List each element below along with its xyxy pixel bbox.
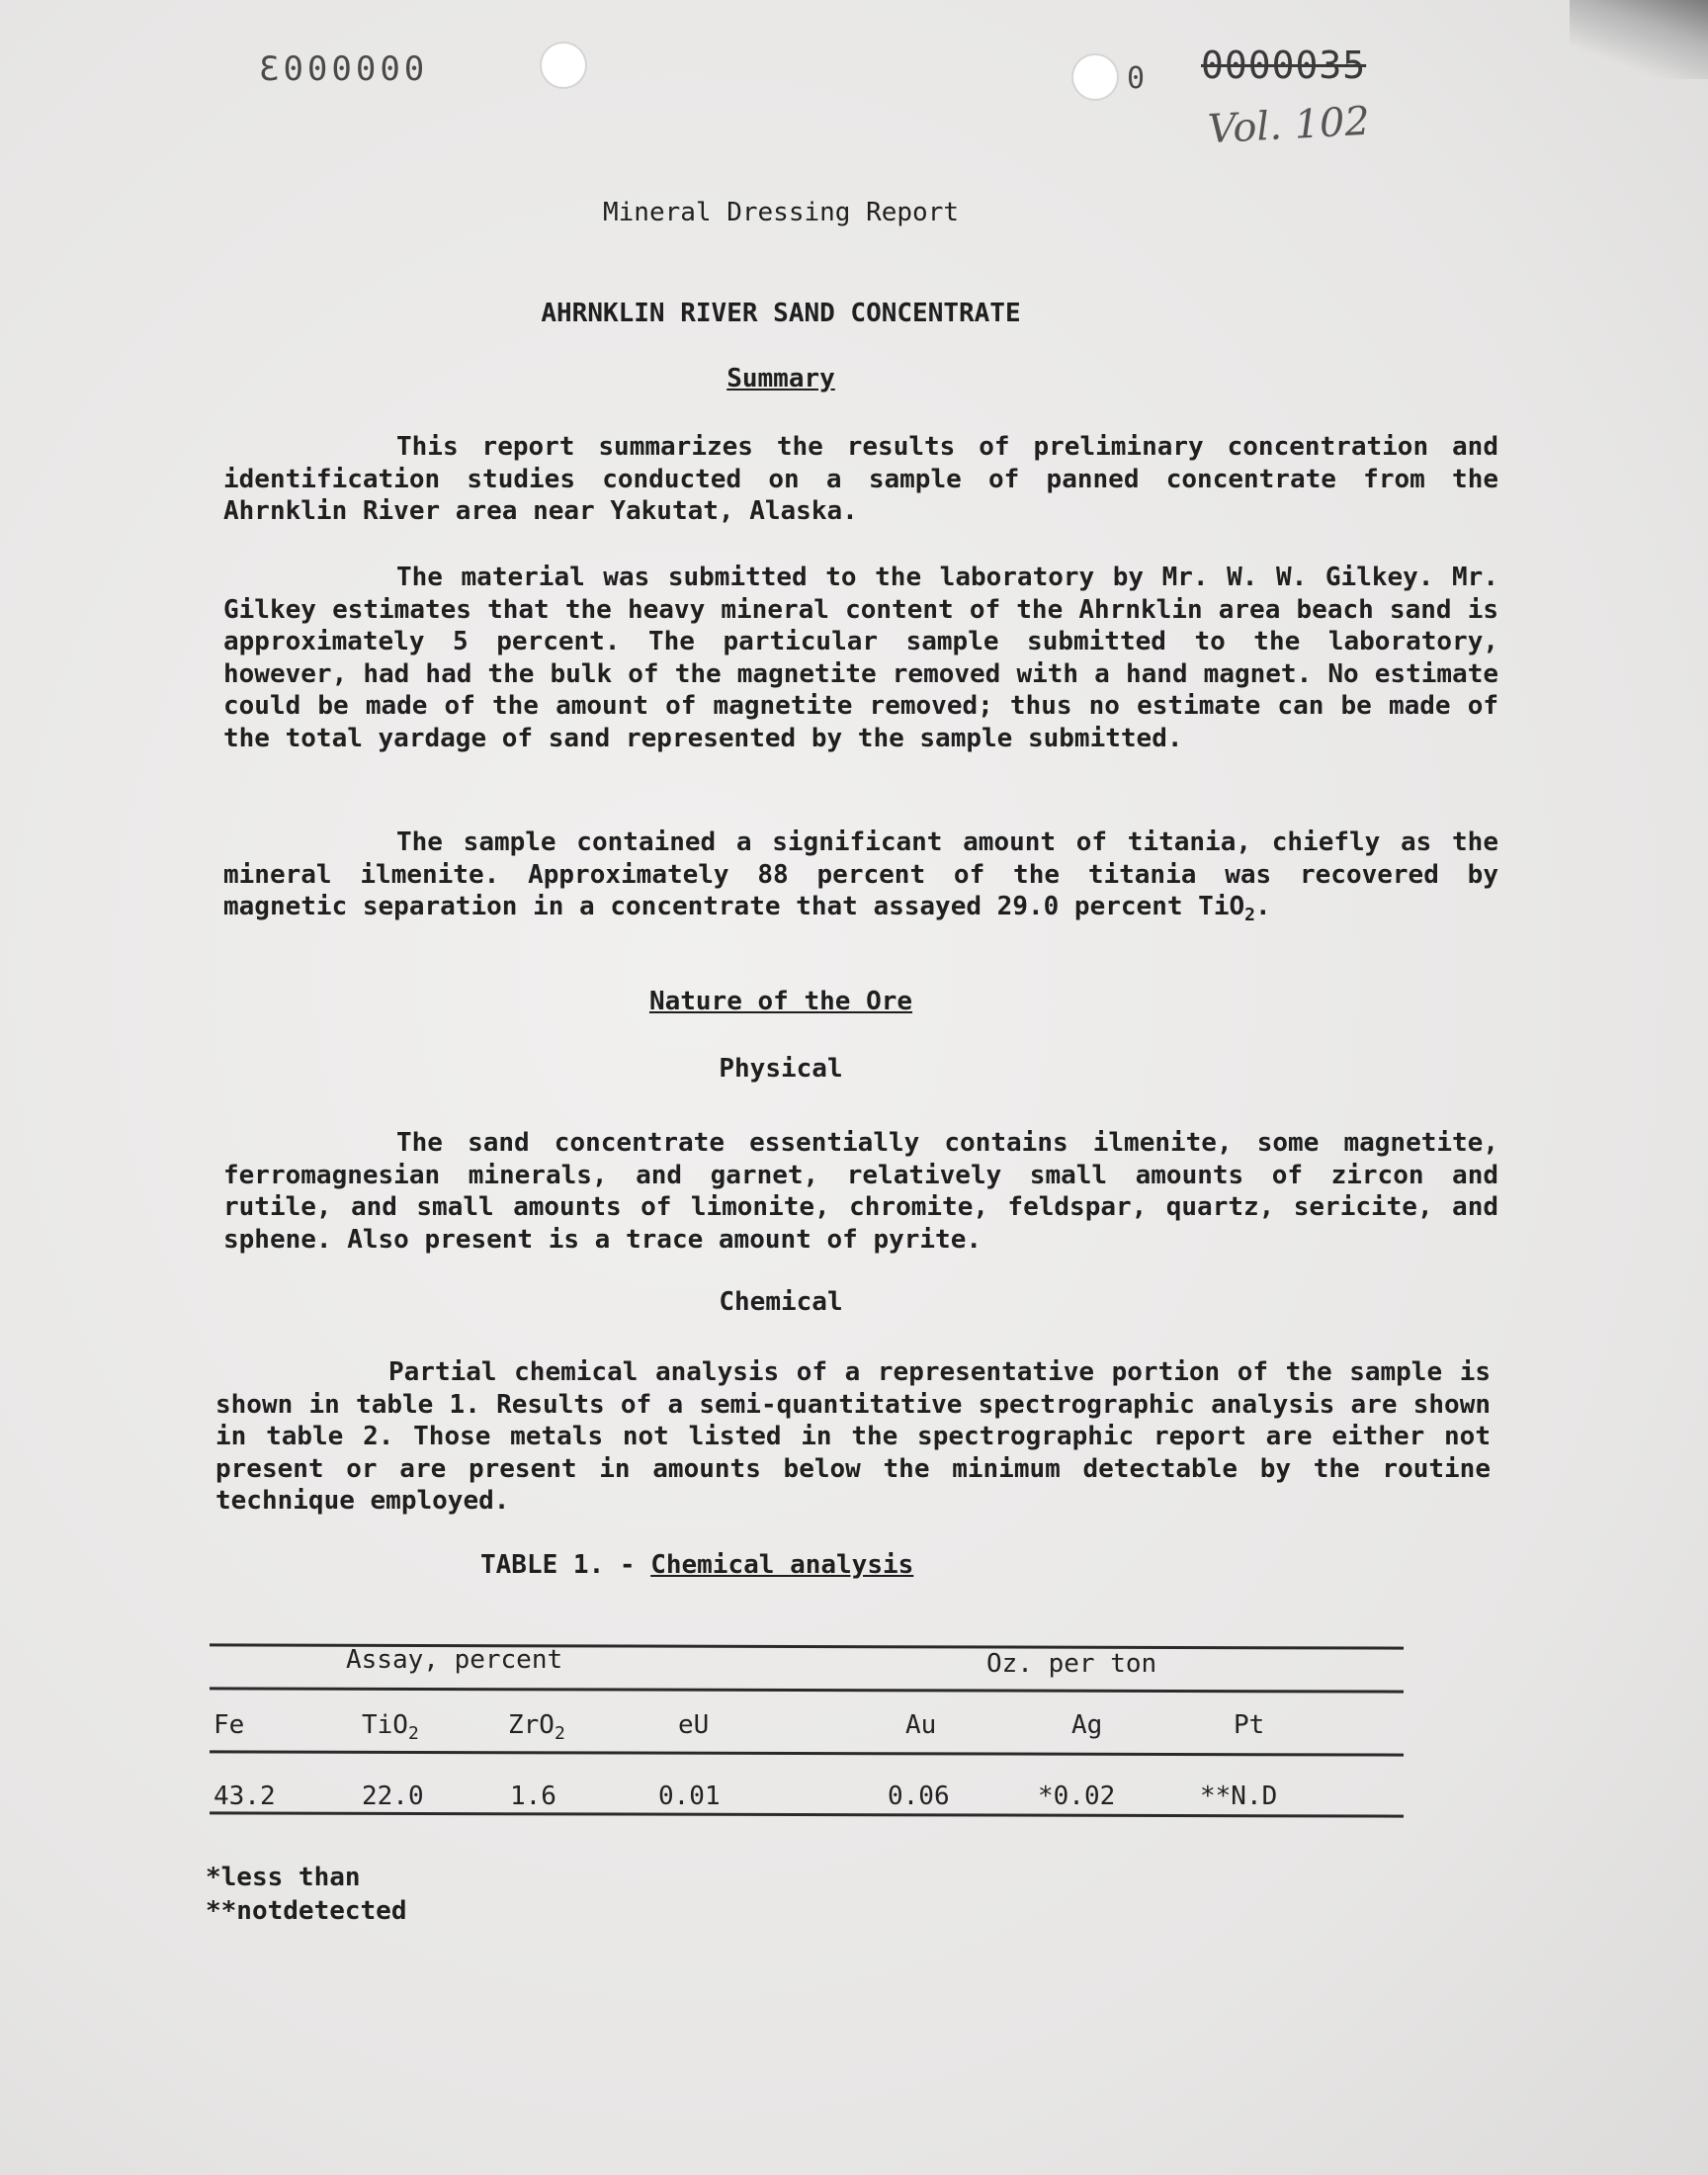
punch-hole-right xyxy=(1073,55,1117,99)
subscript: 2 xyxy=(554,1723,565,1744)
summary-paragraph-1: This report summarizes the results of preliminary concentration and identification studies conducted on a sample of panned concentrate from the Ahrnklin River area near Yakutat, Alaska. xyxy=(223,432,1498,526)
table-value-pt: **N.D xyxy=(1200,1782,1278,1811)
folded-corner xyxy=(1570,0,1708,79)
summary-paragraph-3-end: . xyxy=(1254,892,1271,921)
report-title: AHRNKLIN RIVER SAND CONCENTRATE xyxy=(541,299,1021,328)
table-rule-group xyxy=(210,1687,1404,1693)
table-group-oz: Oz. per ton xyxy=(986,1649,1157,1679)
summary-paragraph-2: The material was submitted to the laboratory by Mr. W. W. Gilkey. Mr. Gilkey estimates that the heavy mineral content of the Ahrnklin area beach sand is approximately 5 percent. The particular sample submitted to the laboratory, however, had had the bulk of the magnetite removed with a hand magnet. No estimate could be made of the amount of magnetite removed; thus no estimate can be made of the total yardage of sand represented by the sample submitted. xyxy=(223,563,1498,753)
table-header-zro2-text: ZrO xyxy=(508,1710,555,1740)
punch-hole-left xyxy=(542,44,585,87)
table-header-fe: Fe xyxy=(214,1710,245,1740)
footnote-less-than: *less than xyxy=(206,1863,361,1892)
table-header-pt: Pt xyxy=(1234,1710,1265,1740)
summary-heading: Summary xyxy=(726,364,835,393)
table-value-ag: *0.02 xyxy=(1038,1782,1116,1811)
summary-paragraph-3 xyxy=(223,826,1498,932)
physical-paragraph: The sand concentrate essentially contains ilmenite, some magnetite, ferromagnesian minerals, and garnet, relatively small amounts of zircon and rutile, and small amounts of limonite, chromite, feldspar, quartz, sericite, and sphene. Also present is a trace amount of pyrite. xyxy=(223,1128,1498,1255)
table-header-tio2 xyxy=(362,1710,419,1744)
stamp-zero: 0 xyxy=(1127,61,1146,96)
table-value-au: 0.06 xyxy=(888,1782,950,1811)
nature-heading: Nature of the Ore xyxy=(648,987,913,1016)
chemical-heading: Chemical xyxy=(719,1287,843,1317)
table-header-tio2-text: TiO xyxy=(362,1710,408,1740)
stamp-number-right: 0000035 xyxy=(1201,44,1367,87)
table-header-ag: Ag xyxy=(1071,1710,1103,1740)
table-value-fe: 43.2 xyxy=(214,1782,276,1811)
stamp-number-left: 0000003 xyxy=(255,49,425,89)
table-caption-prefix: TABLE 1. - xyxy=(480,1550,651,1580)
table-caption xyxy=(480,1550,913,1580)
table-header-eu: eU xyxy=(678,1710,710,1740)
table-caption-title: Chemical analysis xyxy=(650,1550,914,1580)
table-rule-header xyxy=(210,1750,1404,1756)
table-value-eu: 0.01 xyxy=(658,1782,721,1811)
table-group-assay: Assay, percent xyxy=(346,1645,563,1675)
summary-paragraph-3-text: The sample contained a significant amount of titania, chiefly as the mineral ilmenite. Approximately 88 percent of the titania was recovered by magnetic separation in a concentrate that assayed 29.0 percent TiO xyxy=(223,827,1498,921)
report-heading: Mineral Dressing Report xyxy=(602,198,960,227)
subscript: 2 xyxy=(1244,905,1255,925)
footnote-not-detected: **notdetected xyxy=(206,1896,407,1926)
chemical-paragraph: Partial chemical analysis of a representative portion of the sample is shown in table 1. Results of a semi-quantitative spectrographic analysis are shown in table 2. Those metals not listed in the spectrographic report are either not present or are present in amounts below the minimum detectable by the routine technique employed. xyxy=(215,1357,1491,1516)
table-rule-bottom xyxy=(210,1811,1404,1817)
handwritten-volume: Vol. 102 xyxy=(1206,98,1371,153)
table-header-au: Au xyxy=(905,1710,937,1740)
table-header-zro2 xyxy=(508,1710,565,1744)
table-value-tio2: 22.0 xyxy=(362,1782,424,1811)
subscript: 2 xyxy=(407,1723,419,1744)
physical-heading: Physical xyxy=(719,1054,843,1084)
table-value-zro2: 1.6 xyxy=(510,1782,556,1811)
